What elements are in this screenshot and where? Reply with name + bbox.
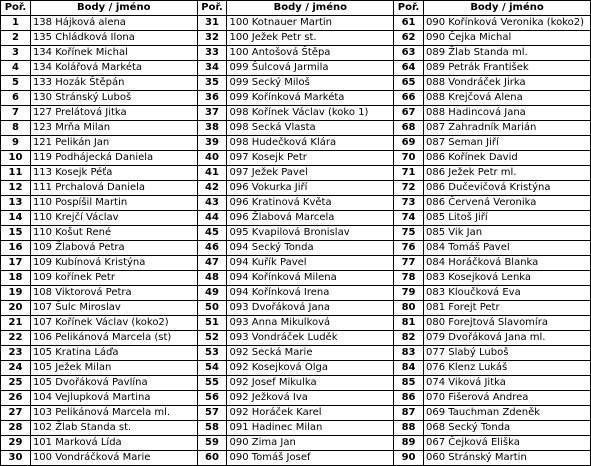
- rank-cell: 21: [1, 316, 31, 331]
- points-name-cell: 080 Forejtová Slavomíra: [424, 316, 591, 331]
- rank-header: Poř.: [1, 1, 31, 16]
- rank-cell: 44: [197, 211, 227, 226]
- table-row: [1, 151, 591, 166]
- table-row: [1, 361, 591, 376]
- points-name-cell: 091 Hadinec Milan: [227, 421, 394, 436]
- table-row: [1, 136, 591, 151]
- table-row: [1, 376, 591, 391]
- points-name-cell: 094 Kořínková Milena: [227, 271, 394, 286]
- points-name-cell: 109 Kubínová Kristýna: [30, 256, 197, 271]
- points-name-cell: 090 Čejka Michal: [424, 31, 591, 46]
- points-name-cell: 086 Dučevičová Kristýna: [424, 181, 591, 196]
- points-name-cell: 102 Žlab Standa st.: [30, 421, 197, 436]
- points-name-cell: 088 Vondráček Jirka: [424, 76, 591, 91]
- points-name-cell: 099 Kořínková Markéta: [227, 91, 394, 106]
- points-name-cell: 096 Kratinová Květa: [227, 196, 394, 211]
- points-name-cell: 098 Kořínek Václav (koko 1): [227, 106, 394, 121]
- rank-cell: 30: [1, 451, 31, 466]
- points-name-cell: 135 Chládková Ilona: [30, 31, 197, 46]
- table-row: [1, 271, 591, 286]
- table-row: [1, 301, 591, 316]
- points-name-cell: 090 Zima Jan: [227, 436, 394, 451]
- rank-cell: 34: [197, 61, 227, 76]
- rank-cell: 71: [394, 166, 424, 181]
- rank-cell: 36: [197, 91, 227, 106]
- points-name-cell: 094 Kořínková Irena: [227, 286, 394, 301]
- rank-cell: 78: [394, 271, 424, 286]
- points-name-cell: 067 Čejková Eliška: [424, 436, 591, 451]
- table-row: [1, 286, 591, 301]
- table-row: [1, 181, 591, 196]
- table-row: [1, 331, 591, 346]
- table-row: [1, 451, 591, 466]
- rank-cell: 58: [197, 421, 227, 436]
- table-row: [1, 346, 591, 361]
- points-name-cell: 099 Secký Miloš: [227, 76, 394, 91]
- rank-cell: 65: [394, 76, 424, 91]
- points-name-cell: 085 Litoš Jiří: [424, 211, 591, 226]
- points-name-cell: 087 Seman Jiří: [424, 136, 591, 151]
- points-name-cell: 079 Dvořáková Jana ml.: [424, 331, 591, 346]
- points-name-cell: 110 Pospíšil Martin: [30, 196, 197, 211]
- points-name-cell: 070 Fišerová Andrea: [424, 391, 591, 406]
- table-row: [1, 46, 591, 61]
- rank-cell: 62: [394, 31, 424, 46]
- rank-cell: 4: [1, 61, 31, 76]
- table-row: [1, 316, 591, 331]
- rank-cell: 41: [197, 166, 227, 181]
- points-name-cell: 094 Secký Tonda: [227, 241, 394, 256]
- rank-header: Poř.: [394, 1, 424, 16]
- rank-cell: 83: [394, 346, 424, 361]
- points-name-cell: 083 Kosejková Lenka: [424, 271, 591, 286]
- rank-cell: 49: [197, 286, 227, 301]
- rank-cell: 48: [197, 271, 227, 286]
- rank-cell: 73: [394, 196, 424, 211]
- rank-cell: 68: [394, 121, 424, 136]
- table-row: [1, 226, 591, 241]
- rank-cell: 45: [197, 226, 227, 241]
- points-name-cell: 134 Kořínek Michal: [30, 46, 197, 61]
- rank-cell: 52: [197, 331, 227, 346]
- rank-cell: 24: [1, 361, 31, 376]
- rank-cell: 59: [197, 436, 227, 451]
- rank-cell: 1: [1, 16, 31, 31]
- rank-cell: 32: [197, 31, 227, 46]
- points-name-cell: 096 Žlabová Marcela: [227, 211, 394, 226]
- points-name-cell: 105 Dvořáková Pavlína: [30, 376, 197, 391]
- table-row: [1, 196, 591, 211]
- points-name-cell: 105 Ježek Milan: [30, 361, 197, 376]
- header-row: [1, 1, 591, 16]
- rank-cell: 79: [394, 286, 424, 301]
- table-row: [1, 436, 591, 451]
- table-row: [1, 121, 591, 136]
- table-row: [1, 421, 591, 436]
- points-name-header: Body / jméno: [30, 1, 197, 16]
- rank-cell: 64: [394, 61, 424, 76]
- rank-cell: 85: [394, 376, 424, 391]
- points-name-cell: 074 Viková Jitka: [424, 376, 591, 391]
- rank-cell: 23: [1, 346, 31, 361]
- points-name-cell: 100 Antošová Štěpa: [227, 46, 394, 61]
- points-name-cell: 093 Dvořáková Jana: [227, 301, 394, 316]
- points-name-cell: 097 Ježek Pavel: [227, 166, 394, 181]
- rank-cell: 67: [394, 106, 424, 121]
- points-name-cell: 107 Kořínek Václav (koko2): [30, 316, 197, 331]
- points-name-cell: 110 Krejčí Václav: [30, 211, 197, 226]
- rank-cell: 54: [197, 361, 227, 376]
- points-name-cell: 138 Hájková alena: [30, 16, 197, 31]
- rank-cell: 74: [394, 211, 424, 226]
- rank-cell: 14: [1, 211, 31, 226]
- rank-cell: 86: [394, 391, 424, 406]
- rank-cell: 39: [197, 136, 227, 151]
- rank-cell: 13: [1, 196, 31, 211]
- points-name-header: Body / jméno: [227, 1, 394, 16]
- points-name-cell: 087 Zahradník Marián: [424, 121, 591, 136]
- rank-cell: 11: [1, 166, 31, 181]
- rank-cell: 46: [197, 241, 227, 256]
- rank-cell: 66: [394, 91, 424, 106]
- points-name-cell: 109 Žlabová Petra: [30, 241, 197, 256]
- points-name-cell: 092 Josef Mikulka: [227, 376, 394, 391]
- points-name-cell: 119 Podhájecká Daniela: [30, 151, 197, 166]
- points-name-cell: 077 Slabý Luboš: [424, 346, 591, 361]
- rank-cell: 6: [1, 91, 31, 106]
- rank-cell: 19: [1, 286, 31, 301]
- points-name-cell: 092 Secká Marie: [227, 346, 394, 361]
- points-name-cell: 088 Krejčová Alena: [424, 91, 591, 106]
- rank-cell: 76: [394, 241, 424, 256]
- points-name-cell: 092 Ježková Iva: [227, 391, 394, 406]
- points-name-cell: 130 Stránský Luboš: [30, 91, 197, 106]
- rank-cell: 87: [394, 406, 424, 421]
- points-name-cell: 089 Žlab Standa ml.: [424, 46, 591, 61]
- points-name-cell: 100 Vondráčková Marie: [30, 451, 197, 466]
- points-name-cell: 107 Šulc Miroslav: [30, 301, 197, 316]
- points-name-cell: 086 Ježek Petr ml.: [424, 166, 591, 181]
- rank-cell: 56: [197, 391, 227, 406]
- rank-cell: 72: [394, 181, 424, 196]
- rank-cell: 82: [394, 331, 424, 346]
- points-name-cell: 105 Kratina Láďa: [30, 346, 197, 361]
- points-name-cell: 096 Vokurka Jiří: [227, 181, 394, 196]
- rank-cell: 22: [1, 331, 31, 346]
- points-name-cell: 085 Vik Jan: [424, 226, 591, 241]
- rank-cell: 77: [394, 256, 424, 271]
- points-name-cell: 097 Kosejk Petr: [227, 151, 394, 166]
- rank-cell: 89: [394, 436, 424, 451]
- rank-cell: 15: [1, 226, 31, 241]
- table-row: [1, 406, 591, 421]
- rank-cell: 5: [1, 76, 31, 91]
- table-row: [1, 391, 591, 406]
- points-name-cell: 088 Hadincová Jana: [424, 106, 591, 121]
- rank-cell: 53: [197, 346, 227, 361]
- rank-cell: 88: [394, 421, 424, 436]
- points-name-cell: 095 Kvapilová Bronislav: [227, 226, 394, 241]
- points-name-cell: 106 Pelikánová Marcela (st): [30, 331, 197, 346]
- points-name-cell: 108 Viktorová Petra: [30, 286, 197, 301]
- table-row: [1, 106, 591, 121]
- table-row: [1, 16, 591, 31]
- rank-cell: 55: [197, 376, 227, 391]
- rank-cell: 43: [197, 196, 227, 211]
- rank-cell: 69: [394, 136, 424, 151]
- points-name-cell: 103 Pelikánová Marcela ml.: [30, 406, 197, 421]
- points-name-cell: 084 Horáčková Blanka: [424, 256, 591, 271]
- rank-cell: 75: [394, 226, 424, 241]
- points-name-cell: 110 Košut René: [30, 226, 197, 241]
- rank-cell: 90: [394, 451, 424, 466]
- points-name-cell: 083 Kloučková Eva: [424, 286, 591, 301]
- rank-cell: 61: [394, 16, 424, 31]
- table-row: [1, 166, 591, 181]
- points-name-cell: 093 Vondráček Luděk: [227, 331, 394, 346]
- points-name-cell: 086 Červená Veronika: [424, 196, 591, 211]
- rank-cell: 2: [1, 31, 31, 46]
- rank-cell: 16: [1, 241, 31, 256]
- rank-cell: 18: [1, 271, 31, 286]
- rank-cell: 33: [197, 46, 227, 61]
- points-name-cell: 104 Vejlupková Martina: [30, 391, 197, 406]
- rank-cell: 9: [1, 136, 31, 151]
- points-name-cell: 090 Tomáš Josef: [227, 451, 394, 466]
- table-row: [1, 211, 591, 226]
- points-name-cell: 092 Horáček Karel: [227, 406, 394, 421]
- rank-cell: 50: [197, 301, 227, 316]
- rank-cell: 8: [1, 121, 31, 136]
- rank-cell: 17: [1, 256, 31, 271]
- points-name-cell: 123 Mrňa Milan: [30, 121, 197, 136]
- points-name-cell: 093 Anna Mikulková: [227, 316, 394, 331]
- rank-cell: 42: [197, 181, 227, 196]
- points-name-cell: 134 Kolářová Markéta: [30, 61, 197, 76]
- rank-cell: 70: [394, 151, 424, 166]
- points-name-cell: 121 Pelikán Jan: [30, 136, 197, 151]
- rank-cell: 40: [197, 151, 227, 166]
- rank-cell: 81: [394, 316, 424, 331]
- points-name-header: Body / jméno: [424, 1, 591, 16]
- points-name-cell: 127 Prelátová Jitka: [30, 106, 197, 121]
- points-name-cell: 098 Hudečková Klára: [227, 136, 394, 151]
- rank-cell: 27: [1, 406, 31, 421]
- points-name-cell: 069 Tauchman Zdeněk: [424, 406, 591, 421]
- rank-cell: 60: [197, 451, 227, 466]
- rank-cell: 7: [1, 106, 31, 121]
- points-name-cell: 113 Kosejk Péťa: [30, 166, 197, 181]
- rank-header: Poř.: [197, 1, 227, 16]
- points-name-cell: 089 Petrák František: [424, 61, 591, 76]
- points-name-cell: 101 Marková Lída: [30, 436, 197, 451]
- points-name-cell: 094 Kuřík Pavel: [227, 256, 394, 271]
- points-name-cell: 109 kořínek Petr: [30, 271, 197, 286]
- rank-cell: 25: [1, 376, 31, 391]
- rank-cell: 38: [197, 121, 227, 136]
- points-name-cell: 084 Tomáš Pavel: [424, 241, 591, 256]
- points-name-cell: 090 Kořínková Veronika (koko2): [424, 16, 591, 31]
- points-name-cell: 076 Klenz Lukáš: [424, 361, 591, 376]
- points-name-cell: 081 Forejt Petr: [424, 301, 591, 316]
- points-name-cell: 100 Ježek Petr st.: [227, 31, 394, 46]
- rank-cell: 28: [1, 421, 31, 436]
- points-name-cell: 092 Kosejková Olga: [227, 361, 394, 376]
- rank-cell: 12: [1, 181, 31, 196]
- rank-cell: 80: [394, 301, 424, 316]
- rank-cell: 57: [197, 406, 227, 421]
- rank-cell: 31: [197, 16, 227, 31]
- rank-cell: 20: [1, 301, 31, 316]
- rank-cell: 63: [394, 46, 424, 61]
- rank-cell: 51: [197, 316, 227, 331]
- rank-cell: 10: [1, 151, 31, 166]
- points-name-cell: 111 Prchalová Daniela: [30, 181, 197, 196]
- table-row: [1, 91, 591, 106]
- points-name-cell: 100 Kotnauer Martin: [227, 16, 394, 31]
- table-row: [1, 76, 591, 91]
- points-name-cell: 060 Stránský Martin: [424, 451, 591, 466]
- rank-cell: 29: [1, 436, 31, 451]
- table-row: [1, 61, 591, 76]
- points-name-cell: 086 Kořínek David: [424, 151, 591, 166]
- points-name-cell: 098 Secká Vlasta: [227, 121, 394, 136]
- table-row: [1, 31, 591, 46]
- points-name-cell: 068 Secký Tonda: [424, 421, 591, 436]
- points-name-cell: 133 Hozák Štěpán: [30, 76, 197, 91]
- points-name-cell: 099 Šulcová Jarmila: [227, 61, 394, 76]
- table-row: [1, 241, 591, 256]
- rank-cell: 26: [1, 391, 31, 406]
- rank-cell: 37: [197, 106, 227, 121]
- rank-cell: 3: [1, 46, 31, 61]
- rank-cell: 84: [394, 361, 424, 376]
- rank-cell: 47: [197, 256, 227, 271]
- table-row: [1, 256, 591, 271]
- rank-cell: 35: [197, 76, 227, 91]
